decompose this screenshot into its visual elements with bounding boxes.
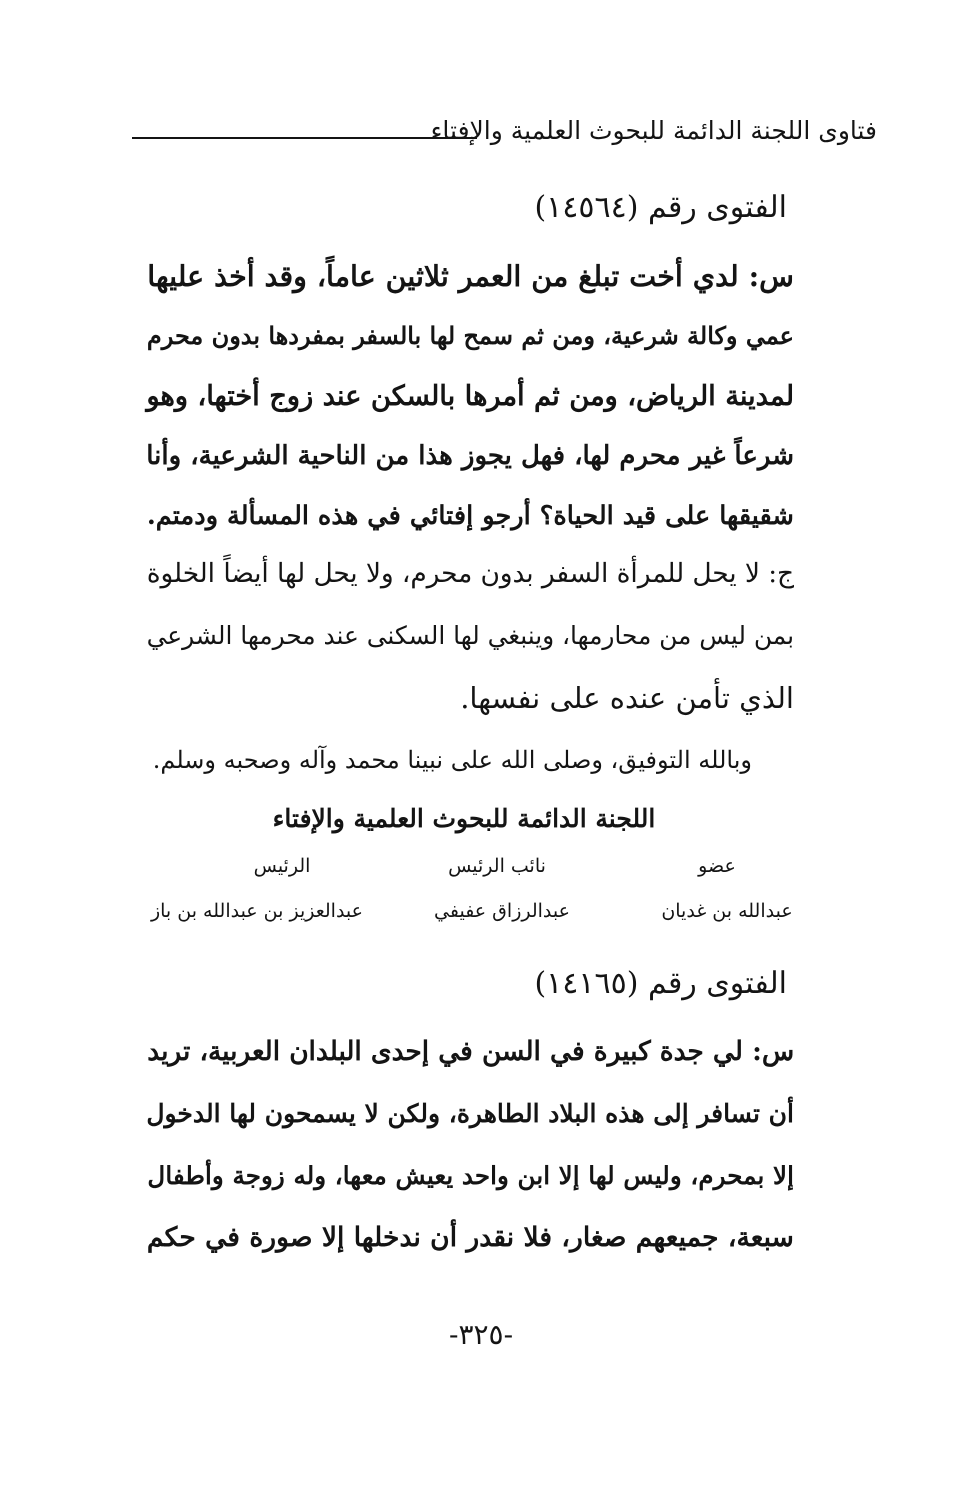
answer-line: ج: لا يحل للمرأة السفر بدون محرم، ولا يحل لها أيضاً الخلوة [146, 559, 794, 589]
question-line: شقيقها على قيد الحياة؟ أرجو إفتائي في هذه المسألة ودمتم. [146, 501, 794, 531]
fatwa-number-2: الفتوى رقم (١٤١٦٥) [534, 966, 787, 1001]
answer-line: الذي تأمن عنده على نفسها. [460, 681, 794, 715]
signatory-name-vice-chairman: عبدالرزاق عفيفي [434, 900, 570, 922]
answer-line: بمن ليس من محارمها، وينبغي لها السكنى عند محرمها الشرعي [146, 621, 794, 650]
question-line: لمدينة الرياض، ومن ثم أمرها بالسكن عند زوج أختها، وهو [146, 380, 794, 412]
signatory-name-chairman: عبدالعزيز بن عبدالله بن باز [150, 900, 364, 922]
question-line: سبعة، جميعهم صغار، فلا نقدر أن ندخلها إلا صورة في حكم [146, 1222, 794, 1253]
committee-name: اللجنة الدائمة للبحوث العلمية والإفتاء [272, 804, 656, 833]
running-title: فتاوى اللجنة الدائمة للبحوث العلمية والإفتاء [430, 116, 877, 145]
signatory-role-member: عضو [698, 855, 736, 877]
question-line: عمي وكالة شرعية، ومن ثم سمح لها بالسفر بمفردها بدون محرم [146, 321, 794, 350]
question-line: إلا بمحرم، وليس لها إلا ابن واحد يعيش معها، وله زوجة وأطفال [147, 1161, 794, 1190]
page-number: -٣٢٥- [448, 1318, 514, 1351]
signatory-name-member: عبدالله بن غديان [661, 900, 793, 922]
signatory-role-vice-chairman: نائب الرئيس [448, 855, 546, 877]
signatory-role-chairman: الرئيس [253, 855, 311, 877]
question-line: س: لدي أخت تبلغ من العمر ثلاثين عاماً، وقد أخذ عليها [147, 259, 794, 293]
question-line: س: لي جدة كبيرة في السن في إحدى البلدان العربية، تريد [147, 1036, 794, 1067]
question-line: أن تسافر إلى هذه البلاد الطاهرة، ولكن لا يسمحون لها الدخول [146, 1099, 794, 1128]
fatwa-number-1: الفتوى رقم (١٤٥٦٤) [534, 190, 787, 225]
closing-formula: وبالله التوفيق، وصلى الله على نبينا محمد وآله وصحبه وسلم. [152, 746, 752, 774]
header-rule [132, 137, 477, 139]
question-line: شرعاً غير محرم لها، فهل يجوز هذا من الناحية الشرعية، وأنا [146, 441, 794, 471]
running-header [132, 110, 877, 160]
